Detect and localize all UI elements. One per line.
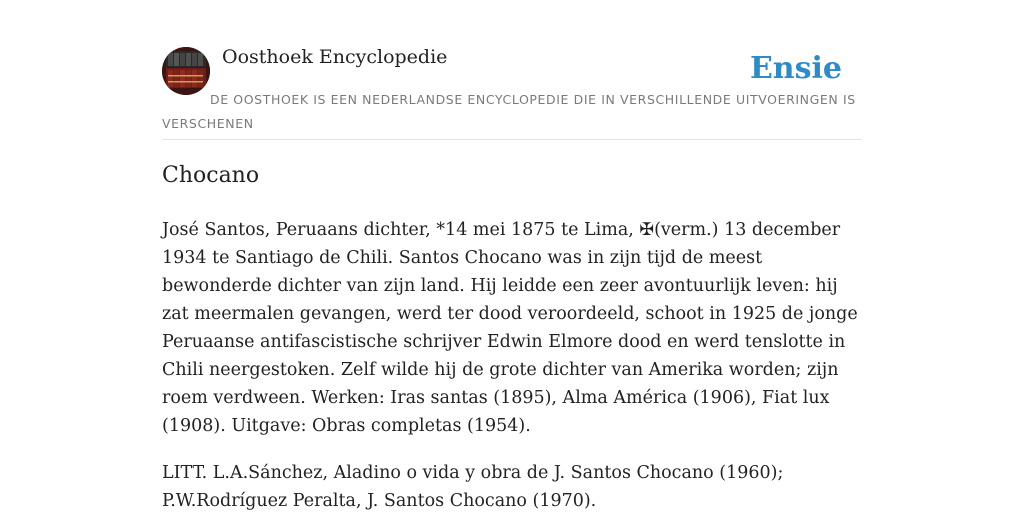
site-header [162,0,862,140]
site-tagline: DE OOSTHOEK IS EEN NEDERLANDSE ENCYCLOPEDIE DIE IN VERSCHILLENDE UITVOERINGEN IS VERSCHENEN [162,92,856,131]
site-title[interactable]: Oosthoek Encyclopedie [222,46,448,68]
article-headword: Chocano [162,163,260,188]
article-body: José Santos, Peruaans dichter, *14 mei 1875 te Lima, ✠(verm.) 13 december 1934 te Santiago de Chili. Santos Chocano was in zijn tijd de meest bewonderde dichter van zijn land. Hij leidde een zeer avontuurlijk leven: hij zat meermalen gevangen, werd ter dood veroordeeld, schoot in 1925 de jonge Peruaanse antifascistische schrijver Edwin Elmore dood en werd tenslotte in Chili neergestoken. Zelf wilde hij de grote dichter van Amerika worden; zijn roem verdween. Werken: Iras santas (1895), Alma América (1906), Fiat lux (1908). Uitgave: Obras completas (1954). [162,220,858,436]
article-literature: LITT. L.A.Sánchez, Aladino o vida y obra de J. Santos Chocano (1960); P.W.Rodríguez Peralta, J. Santos Chocano (1970). [162,463,784,511]
ensie-logo-link[interactable]: Ensie [749,51,842,86]
